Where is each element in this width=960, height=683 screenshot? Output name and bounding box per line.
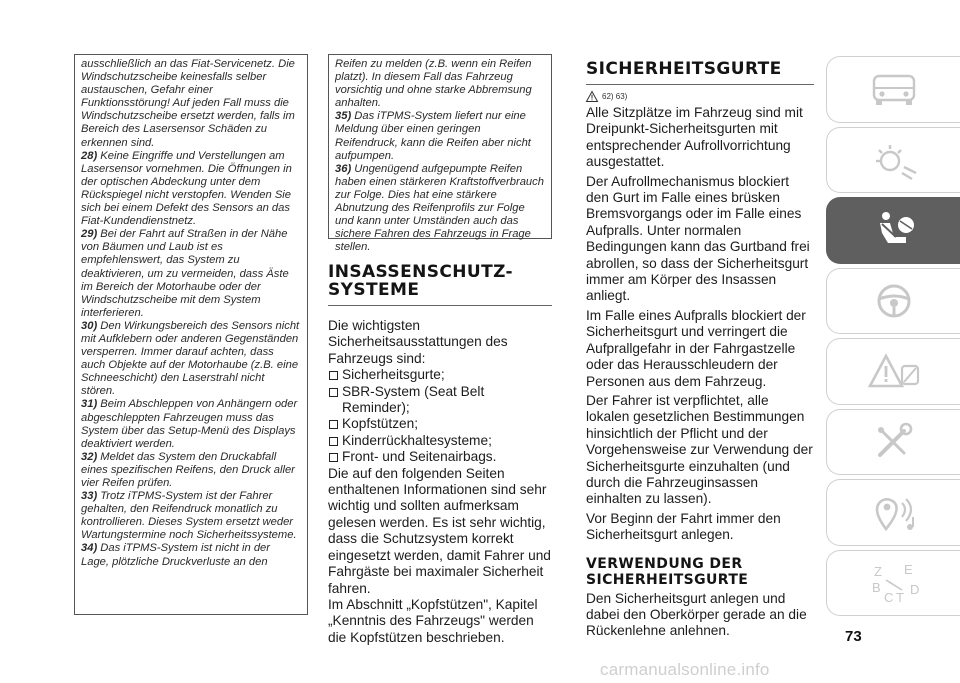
warning-triangle-icon: [866, 348, 922, 394]
title-divider: [328, 305, 552, 306]
note-36: 36) Ungenügend aufgepumpte Reifen haben einen stärkeren Kraftstoffverbrauch zur Folge. Dies hat eine stärkere Abnutzung des Reifenprofils zur Folge und kann unter Umständen auch das sichere Fahren des Fahrzeugs in Frage stellen.: [335, 162, 544, 254]
note-35: 35) Das iTPMS-System liefert nur eine Meldung über einen geringen Reifendruck, kann die Reifen aber nicht aufpumpen.: [335, 110, 531, 162]
car-front-icon: [866, 66, 922, 112]
section-title-insassenschutz: INSASSENSCHUTZ-SYSTEME: [328, 262, 513, 300]
note-32: 32) Meldet das System den Druckabfall eines spezifischen Reifens, den Druck aller vier Reifen prüfen.: [81, 450, 295, 489]
checkbox-square-icon: [329, 453, 338, 462]
intro-text: Die wichtigsten Sicherheitsausstattungen des Fahrzeugs sind:: [328, 318, 508, 366]
index-letter: Z: [873, 563, 882, 579]
dashboard-lights-icon: [866, 137, 922, 183]
note-continued: ausschließlich an das Fiat-Servicenetz. Die Windschutzscheibe keinesfalls selber austauschen, Gefahr einer Funktionsstörung! Auf jeden Fall muss die Windschutzscheibe ersetzt werden, falls im Bereich des Lasersensor Schäden zu erkennen sind.: [81, 58, 295, 149]
index-letter: E: [903, 561, 913, 577]
index-letter: D: [909, 581, 919, 597]
checkbox-square-icon: [329, 388, 338, 397]
list-item: Sicherheitsgurte;: [328, 367, 552, 383]
chapter-tab-dashboard[interactable]: [826, 127, 960, 194]
navigation-media-icon: [866, 489, 922, 535]
paragraph-seatbelts-1: Alle Sitzplätze im Fahrzeug sind mit Dreipunkt-Sicherheitsgurten mit entsprechender Aufrollvorrichtung ausgestattet.: [586, 105, 803, 170]
note-30: 30) Den Wirkungsbereich des Sensors nicht mit Aufklebern oder anderen Gegenständen versperren. Immer darauf achten, dass auch Objekte auf der Motorhaube (z.B. eine Schneeschicht) den Laserstrahl nicht stören.: [81, 319, 300, 398]
paragraph-headrest-ref: Im Abschnitt „Kopfstützen", Kapitel „Kenntnis des Fahrzeugs" werden die Kopfstützen beschrieben.: [328, 596, 538, 645]
chapter-tab-multimedia[interactable]: [826, 479, 960, 546]
column-3: [586, 54, 814, 640]
paragraph-seatbelts-4: Der Fahrer ist verpflichtet, alle lokalen gesetzlichen Bestimmungen hinsichtlich der Pflicht und der Vorgehensweise zur Verwendung der Sicherheitsgurte einzuhalten (und durch die Fahrzeuginsassen einhalten zu lassen).: [586, 392, 813, 507]
chapter-tab-safety[interactable]: [826, 197, 960, 264]
subsection-title-verwendung: VERWENDUNG DER SICHERHEITSGURTE: [586, 555, 749, 588]
note-33: 33) Trotz iTPMS-System ist der Fahrer gehalten, den Reifendruck monatlich zu kontrollieren. Dieses System ersetzt weder Wartungstermine noch Sicherheitssysteme.: [81, 490, 297, 542]
page-number: 73: [845, 628, 862, 645]
list-item: Front- und Seitenairbags.: [328, 449, 552, 465]
note-28: 28) Keine Eingriffe und Verstellungen am Lasersensor vornehmen. Die Öffnungen in der optischen Abdeckung unter dem Rückspiegel nicht verstopfen. Wenden Sie sich bei einem Defekt des Sensors an das Fiat-Kundendienstnetz.: [81, 149, 292, 228]
warning-refs-text: 62) 63): [602, 92, 628, 101]
list-item: SBR-System (Seat Belt Reminder);: [328, 384, 552, 417]
safety-equipment-list: [328, 367, 552, 465]
paragraph-seatbelts-5: Vor Beginn der Fahrt immer den Sicherheitsgurt anlegen.: [586, 510, 781, 543]
chapter-tab-car[interactable]: [826, 56, 960, 123]
watermark: carmanualsonline.info: [600, 660, 770, 679]
checkbox-square-icon: [329, 437, 338, 446]
seat-airbag-icon: [866, 207, 922, 253]
chapter-tab-driving[interactable]: [826, 268, 960, 335]
note-34: 34) Das iTPMS-System ist nicht in der Lage, plötzliche Druckverluste an den: [81, 542, 271, 568]
list-item: Kopfstützen;: [328, 416, 552, 432]
column-2: [328, 54, 552, 646]
chapter-tab-service[interactable]: [826, 409, 960, 476]
chapter-tab-index[interactable]: [826, 550, 960, 617]
paragraph-seatbelts-3: Im Falle eines Aufpralls blockiert der Sicherheitsgurt und verringert die Aufprallgefahr in der Fahrgastzelle oder das Herausschleudern der Personen aus dem Fahrzeug.: [586, 307, 806, 389]
chapter-tab-emergency[interactable]: [826, 338, 960, 405]
warning-notes-box-2: [328, 54, 552, 254]
warning-notes-box: [74, 54, 308, 615]
paragraph-importance: Die auf den folgenden Seiten enthaltenen Informationen sind sehr wichtig und sollten aufmerksam gelesen werden. Es ist sehr wichtig, dass die Schutzsystem korrekt eingesetzt werden, damit Fahrer und Fahrgäste bei maximaler Sicherheit fahren.: [328, 465, 551, 596]
list-item: Kinderrückhaltesysteme;: [328, 433, 552, 449]
warning-triangle-icon: [586, 91, 598, 102]
index-letter: T: [895, 589, 904, 605]
paragraph-seatbelts-2: Der Aufrollmechanismus blockiert den Gurt im Falle eines brüsken Bremsvorgangs oder im Falle eines Aufpralls. Unter normalen Bedingungen kann das Gurtband frei abrollen, so dass der Sicherheitsgurt immer am Körper des Insassen anliegt.: [586, 173, 810, 304]
note-29: 29) Bei der Fahrt auf Straßen in der Nähe von Bäumen und Laub ist es empfehlenswert, das System zu deaktivieren, um zu vermeiden, dass Äste im Bereich der Motorhaube oder der Windschutzscheibe mit dem System interferieren.: [81, 228, 289, 319]
title-divider: [586, 84, 814, 85]
checkbox-square-icon: [329, 420, 338, 429]
checkbox-square-icon: [329, 371, 338, 380]
steering-wheel-icon: [866, 278, 922, 324]
note-31: 31) Beim Abschleppen von Anhängern oder abgeschleppten Fahrzeugen muss das System über das Setup-Menü des Displays deaktiviert werden.: [81, 398, 298, 450]
warning-refs: [586, 91, 814, 102]
index-letters-icon: [866, 560, 922, 606]
note-continued-2: Reifen zu melden (z.B. wenn ein Reifen platzt). In diesem Fall das Fahrzeug vorsichtig und ohne starke Abbremsung anhalten.: [335, 58, 532, 110]
paragraph-verwendung: Den Sicherheitsgurt anlegen und dabei den Oberkörper gerade an die Rückenlehne anlehnen.: [586, 590, 807, 639]
index-letter: B: [871, 579, 881, 595]
index-letter: C: [883, 589, 893, 605]
chapter-sidebar: [826, 56, 960, 620]
section-title-sicherheitsgurte: SICHERHEITSGURTE: [586, 59, 782, 79]
service-tools-icon: [866, 419, 922, 465]
